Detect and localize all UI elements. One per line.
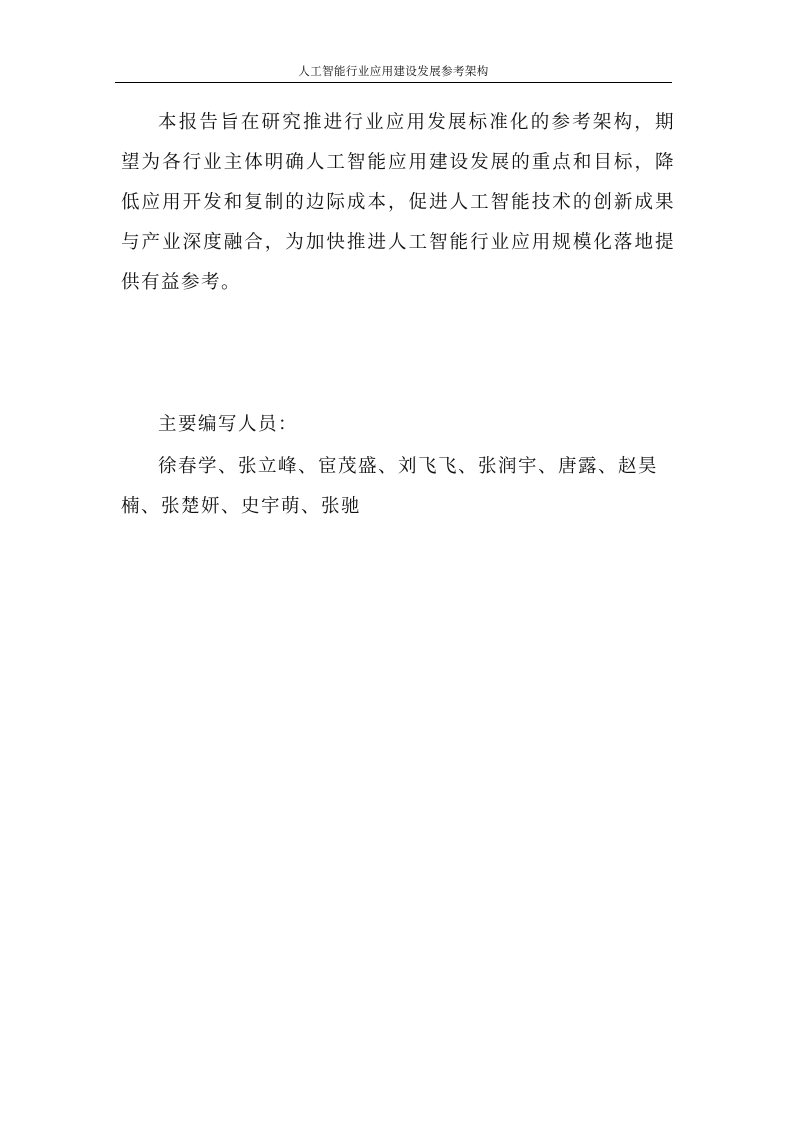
authors-list: 徐春学、张立峰、宦茂盛、刘飞飞、张润宇、唐露、赵昊楠、张楚妍、史宇萌、张驰: [121, 456, 659, 517]
header-title: 人工智能行业应用建设发展参考架构: [298, 64, 489, 78]
page-header: [115, 62, 672, 83]
authors-section: [121, 413, 675, 527]
intro-paragraph: 本报告旨在研究推进行业应用发展标准化的参考架构，期望为各行业主体明确人工智能应用建设发展的重点和目标，降低应用开发和复制的边际成本，促进人工智能技术的创新成果与产业深度融合，为加快推进人工智能行业应用规模化落地提供有益参考。: [121, 112, 675, 293]
authors-heading: 主要编写人员：: [158, 414, 299, 435]
